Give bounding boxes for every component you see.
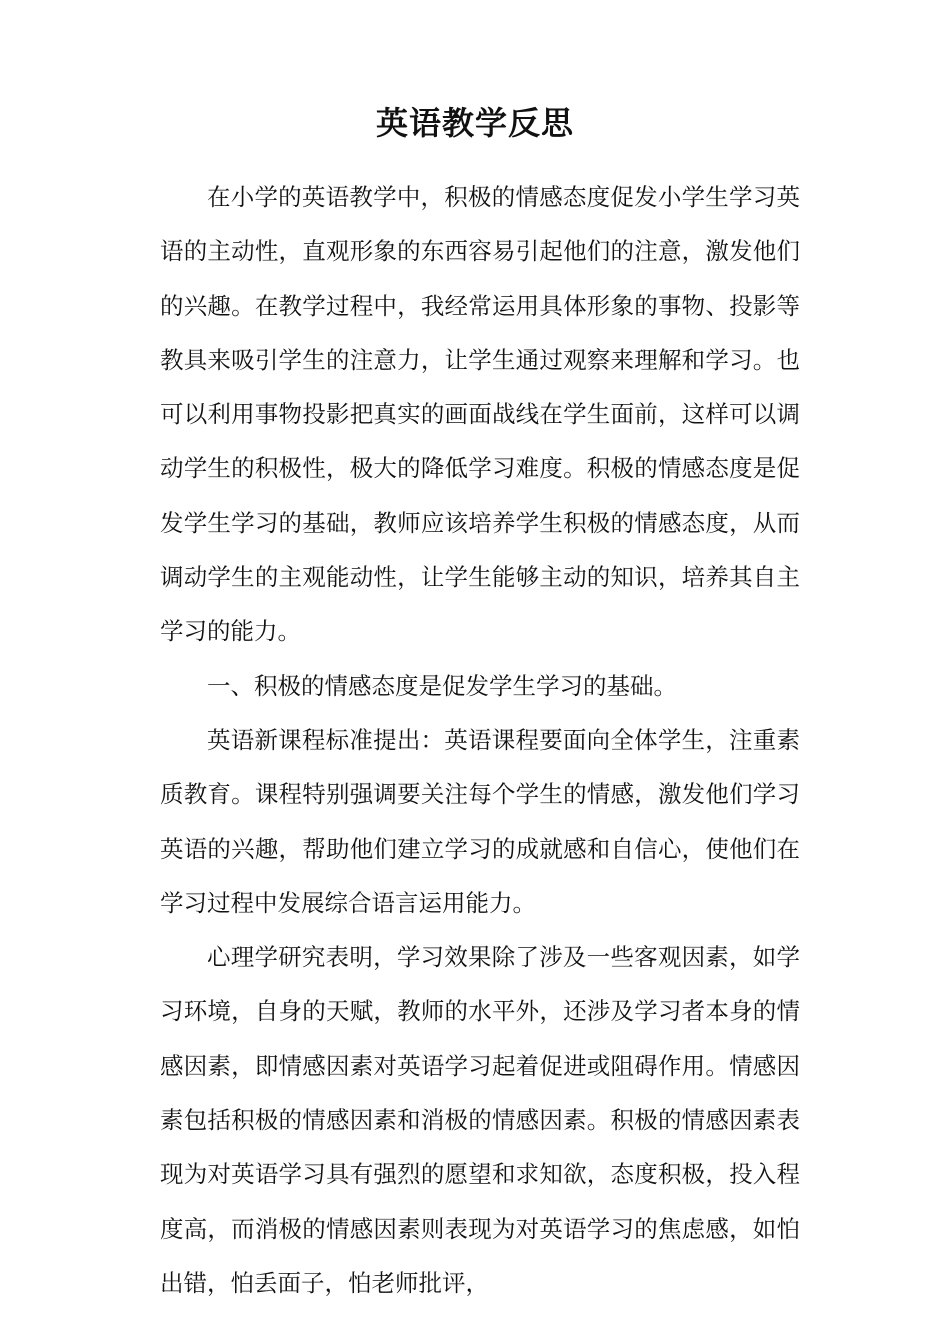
paragraph-psychology-research: 心理学研究表明，学习效果除了涉及一些客观因素，如学习环境，自身的天赋，教师的水平外，还涉及学习者本身的情感因素，即情感因素对英语学习起着促进或阻碍作用。情感因素包括积极的情感因素和消极的情感因素。积极的情感因素表现为对英语学习具有强烈的愿望和求知欲，态度积极，投入程度高，而消极的情感因素则表现为对英语学习的焦虑感，如怕出错，怕丢面子，怕老师批评，	[160, 943, 800, 1297]
section-heading-1: 一、积极的情感态度是促发学生学习的基础。	[207, 671, 677, 700]
document-body	[160, 170, 800, 1310]
paragraph-curriculum-standard: 英语新课程标准提出：英语课程要面向全体学生，注重素质教育。课程特别强调要关注每个学生的情感，激发他们学习英语的兴趣，帮助他们建立学习的成就感和自信心，使他们在学习过程中发展综合语言运用能力。	[160, 725, 800, 917]
document-title: 英语教学反思	[375, 104, 574, 142]
paragraph-intro: 在小学的英语教学中，积极的情感态度促发小学生学习英语的主动性，直观形象的东西容易引起他们的注意，激发他们的兴趣。在教学过程中，我经常运用具体形象的事物、投影等教具来吸引学生的注意力，让学生通过观察来理解和学习。也可以利用事物投影把真实的画面战线在学生面前，这样可以调动学生的积极性，极大的降低学习难度。积极的情感态度是促发学生学习的基础，教师应该培养学生积极的情感态度，从而调动学生的主观能动性，让学生能够主动的知识，培养其自主学习的能力。	[160, 183, 800, 646]
